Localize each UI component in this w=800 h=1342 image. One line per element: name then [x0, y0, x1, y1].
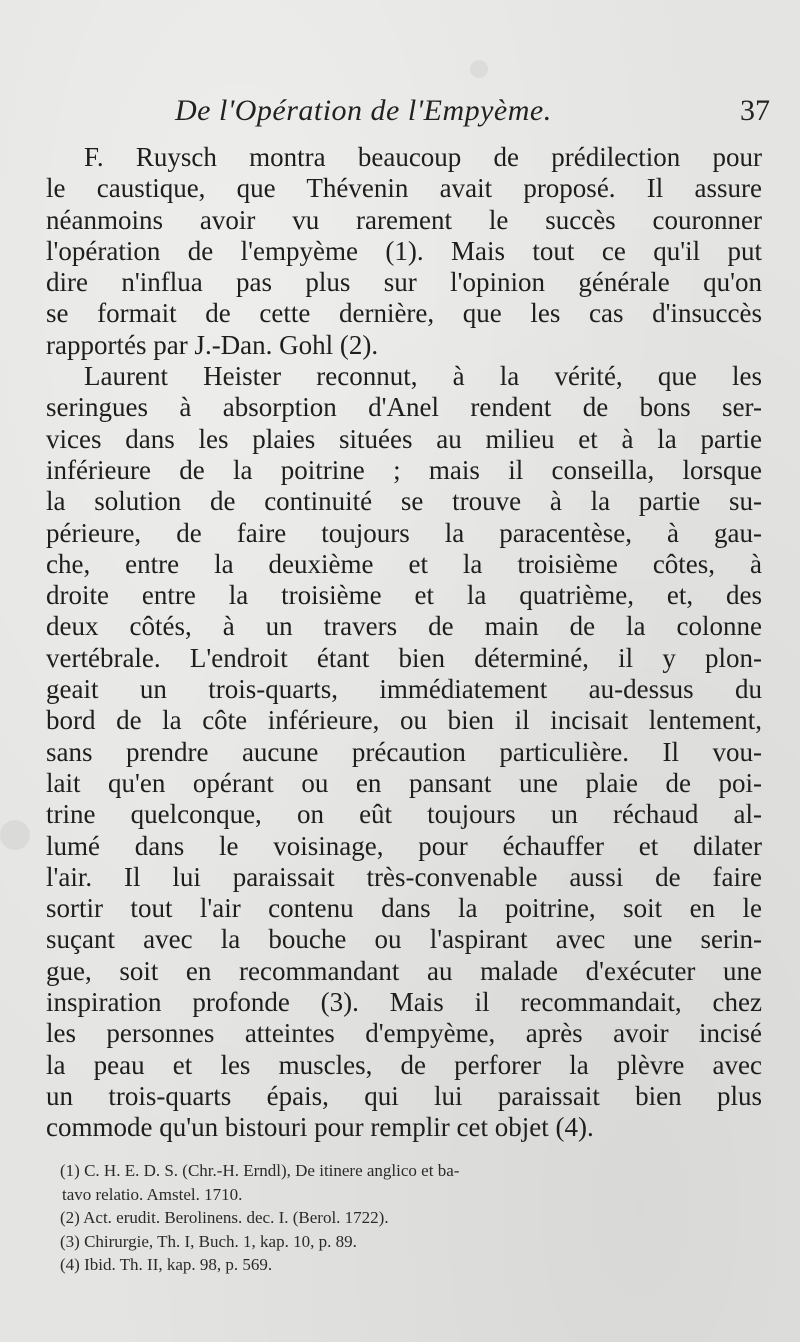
text-line: périeure, de faire toujours la paracentèse, à gau- [46, 517, 762, 548]
text-line: sans prendre aucune précaution particulière. Il vou- [46, 736, 762, 767]
text-line: lumé dans le voisinage, pour échauffer et dilater [46, 830, 762, 861]
text-line: bord de la côte inférieure, ou bien il incisait lentement, [46, 705, 762, 736]
text-line: F. Ruysch montra beaucoup de prédilection pour [84, 142, 762, 172]
footnote-1: (1) C. H. E. D. S. (Chr.-H. Erndl), De itinere anglico et ba- [60, 1161, 460, 1180]
text-line: geait un trois-quarts, immédiatement au-dessus du [46, 674, 762, 705]
footnote-3: (3) Chirurgie, Th. I, Buch. 1, kap. 10, p. 89. [60, 1231, 357, 1251]
text-line: commode qu'un bistouri pour remplir cet objet (4). [46, 1112, 594, 1143]
text-line: droite entre la troisième et la quatrième, et, des [46, 580, 762, 611]
text-line: néanmoins avoir vu rarement le succès couronner [46, 204, 762, 235]
text-line: suçant avec la bouche ou l'aspirant avec une serin- [46, 924, 762, 955]
text-line: gue, soit en recommandant au malade d'exécuter une [46, 955, 762, 986]
text-line: seringues à absorption d'Anel rendent de bons ser- [46, 392, 762, 423]
footnote-4: (4) Ibid. Th. II, kap. 98, p. 569. [60, 1255, 273, 1274]
running-title: De l'Opération de l'Empyème. [175, 94, 552, 127]
text-line: che, entre la deuxième et la troisième côtes, à [46, 548, 762, 579]
page-number: 37 [740, 94, 770, 127]
page-header [120, 94, 770, 138]
text-line: deux côtés, à un travers de main de la colonne [46, 611, 762, 642]
text-line: la peau et les muscles, de perforer la plèvre avec [46, 1049, 762, 1080]
text-line: Laurent Heister reconnut, à la vérité, que les [84, 361, 762, 392]
text-line: le caustique, que Thévenin avait proposé. Il assure [46, 173, 762, 204]
paper-stain [0, 820, 30, 850]
text-line: lait qu'en opérant ou en pansant une plaie de poi- [46, 767, 762, 798]
main-text [46, 142, 762, 1144]
text-line: un trois-quarts épais, qui lui paraissait bien plus [46, 1080, 762, 1111]
text-line: inférieure de la poitrine ; mais il conseilla, lorsque [46, 454, 762, 485]
footnote-2: (2) Act. erudit. Berolinens. dec. I. (Berol. 1722). [60, 1208, 389, 1227]
text-line: l'opération de l'empyème (1). Mais tout ce qu'il put [46, 235, 762, 266]
text-line: les personnes atteintes d'empyème, après avoir incisé [46, 1018, 762, 1049]
text-line: trine quelconque, on eût toujours un réchaud al- [46, 799, 762, 830]
text-line: dire n'influa pas plus sur l'opinion générale qu'on [46, 267, 762, 298]
text-line: inspiration profonde (3). Mais il recommandait, chez [46, 987, 762, 1018]
text-line: vices dans les plaies situées au milieu et à la partie [46, 423, 762, 454]
paper-stain [470, 60, 488, 78]
footnote-1-continued: tavo relatio. Amstel. 1710. [62, 1184, 243, 1204]
text-line: se formait de cette dernière, que les cas d'insuccès [46, 298, 762, 329]
text-line: l'air. Il lui paraissait très-convenable aussi de faire [46, 861, 762, 892]
text-line: la solution de continuité se trouve à la partie su- [46, 486, 762, 517]
text-line: rapportés par J.-Dan. Gohl (2). [46, 329, 379, 360]
text-line: sortir tout l'air contenu dans la poitrine, soit en le [46, 893, 762, 924]
footnotes [60, 1159, 766, 1277]
text-line: vertébrale. L'endroit étant bien déterminé, il y plon- [46, 642, 762, 673]
